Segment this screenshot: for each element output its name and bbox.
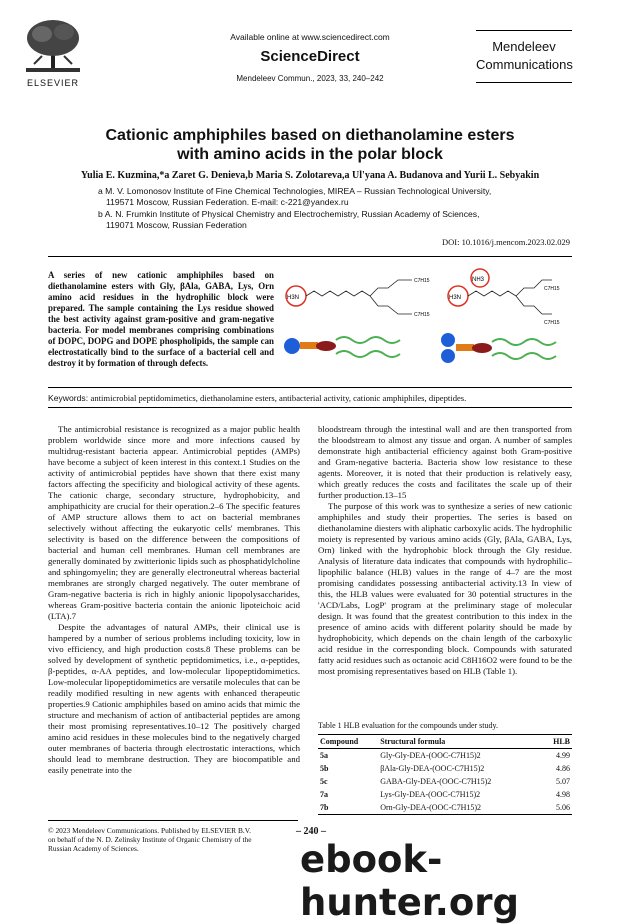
body-left-column [48,424,300,776]
copyright-line: on behalf of the N. D. Zelinsky Institute of Organic Chemistry of the [48,835,252,844]
graphical-abstract-text: A series of new cationic amphiphiles based on diethanolamine esters with Gly, βAla, GABA, Lys, Orn amino acid residues in the hydrophilic block were prepared. The sample containing the Lys residue showed the best activity against gram-positive and gram-negative bacteria. For model membranes comprising combinations of DOPC, DOPG and DOPE phospholipids, the sample can electrostatically bind to the surface of a bacterial cell and destroy it by formation of through defects. [48,270,274,368]
title-line-2: with amino acids in the polar block [177,146,443,163]
table-cell: 7a [320,790,328,799]
table-row [318,801,572,815]
table-cell: 5.06 [556,803,570,812]
molecule-left [284,278,430,357]
chain-label-right-1: C7H15 [544,286,560,292]
molecule-right [441,269,560,363]
table-cell: 4.99 [556,751,570,760]
keywords-text: antimicrobial peptidomimetics, diethanolamine esters, antibacterial activity, cationic amphiphiles, dipeptides. [90,393,467,403]
chain-label-right-2: C7H15 [544,320,560,326]
table-cell: GABA-Gly-DEA-(OOC-C7H15)2 [380,777,492,786]
elsevier-logo-text: ELSEVIER [26,78,80,88]
table-header-cell: Compound [320,737,359,746]
table-cell: 4.86 [556,764,570,773]
h3n-label-right: H3N [449,295,462,301]
keywords-line [48,393,572,403]
affiliation-b-line2: 119071 Moscow, Russian Federation [106,220,247,230]
table-cell: 5a [320,751,328,760]
table-cell: 5.07 [556,777,570,786]
body-paragraph: bloodstream through the intestinal wall and are then transported from the bloodstream to almost any tissue and organ. A number of samples demonstrate high antibacterial efficiency against both Gram-positive and Gram-negative bacteria. Bacteria show low resistance to these agents. Moreover, it is noted that their production is relatively easy, which greatly reduces the costs and facilitates the scale up of their further production.13–15 [318,424,572,500]
table-cell: Lys-Gly-DEA-(OOC-C7H15)2 [380,790,481,799]
table-header-cell: HLB [553,737,570,746]
table-row [318,788,572,801]
title-line-1: Cationic amphiphiles based on diethanolamine esters [105,127,515,144]
author-list: Yulia E. Kuzmina,*a Zaret G. Denieva,b Maria S. Zolotareva,a Ul'yana A. Budanova and Yurii L. Sebyakin [80,170,540,181]
journal-citation: Mendeleev Commun., 2023, 33, 240–242 [236,74,384,83]
footer-rule [48,820,298,821]
affiliation-a-line1: a M. V. Lomonosov Institute of Fine Chemical Technologies, MIREA – Russian Technological University, [98,186,492,196]
table-cell: 4.98 [556,790,570,799]
graphical-abstract-figure [278,268,574,384]
hlb-table [318,734,572,815]
table-cell: 7b [320,803,329,812]
keywords-label: Keywords: [48,393,89,403]
body-paragraph: Despite the advantages of natural AMPs, their clinical use is hampered by a number of serious problems including toxicity, low in vivo efficiency, and high production costs.8 These problems can be solved by development of synthetic peptidomimetics, i.e., α-peptides, β-peptides, α-AA peptides, and low-molecular lipopeptidomimetics. Low-molecular lipopeptidomimetics are versatile molecules that can be readily modified resulting in new agents with enhanced therapeutic properties.9 Cationic amphiphiles based on amino acids that mimic the structure and mechanism of action of antibacterial peptides are among their most promising representatives.10–12 The positively charged amino acid residues in these molecules bind to the negatively charged outer membranes of bacteria through electrostatic interactions, which should lead to membrane destruction. They are biocompatible and easily penetrate into the [48,622,300,775]
table-cell: 5c [320,777,328,786]
journal-name-line1: Mendeleev [492,39,556,54]
article-title [40,126,580,164]
table-header-row [318,735,572,749]
table-header-cell: Structural formula [380,737,446,746]
journal-name [476,38,572,74]
affiliation-b-line1: b A. N. Frumkin Institute of Physical Chemistry and Electrochemistry, Russian Academy of Sciences, [98,209,480,219]
table-row [318,762,572,775]
body-paragraph: The purpose of this work was to synthesize a series of new cationic amphiphiles and study their properties. The series is based on diethanolamine diesters with aliphatic carboxylic acids. The hydrophilic moiety is represented by various amino acids (Gly, βAla, GABA, Lys, Orn) linked with the hydrophobic block through the Gly residue. Analysis of literature data indicates that compounds with hydrophilic–lipophilic balance (HLB) values in the range of 4–7 are the most promising candidates possessing antibacterial activity.13 In view of this, the HLB values were evaluated for 30 potential structures in the 'ACD/Labs, LogP' program at the preliminary stage of molecular design. It was found that the greatest contribution to this index in the presence of amino acids with different polarity should be made by hydrophobicity, which depends on the chain length of the carboxylic acid residue in the corresponding block. Compounds with saturated fatty acid residues such as octanoic acid C8H16O2 were found to be the most promising representatives based on HLB (Table 1). [318,501,572,676]
watermark-text: ebook-hunter.org [300,838,519,924]
table-cell: 5b [320,764,329,773]
doi-link[interactable]: DOI: 10.1016/j.mencom.2023.02.029 [442,237,570,247]
chain-label-left-2: C7H15 [414,312,430,318]
chain-label-left-1: C7H15 [414,278,430,284]
table-caption: Table 1 HLB evaluation for the compounds under study. [318,721,498,730]
table-cell: Gly-Gly-DEA-(OOC-C7H15)2 [380,751,481,760]
page-number: – 240 – [296,826,326,837]
journal-box-rule-bottom [476,82,572,83]
copyright-line: © 2023 Mendeleev Communications. Published by ELSEVIER B.V. [48,826,251,835]
table-row [318,749,572,763]
abstract-top-rule [48,256,572,257]
copyright-line: Russian Academy of Sciences. [48,844,139,853]
nh3-label: NH3 [472,277,485,283]
body-right-column [318,424,572,677]
sciencedirect-brand[interactable]: ScienceDirect [260,48,360,65]
table-row [318,775,572,788]
affiliation-a-line2: 119571 Moscow, Russian Federation. E-mail: c-221@yandex.ru [106,197,349,207]
journal-box-rule-top [476,30,572,31]
table-cell: Orn-Gly-DEA-(OOC-C7H15)2 [380,803,482,812]
abstract-bottom-rule [48,387,572,388]
body-paragraph: The antimicrobial resistance is recognized as a major public health problem worldwide since more and more infections caused by multidrug-resistant bacteria appear. Antimicrobial peptides (AMPs) have become a subject of keen interest in this context.1 Studies on the activity of antimicrobial peptides have shown that there exist many factors affecting the specificity and biological activity of these agents. The cationic charge, secondary structure, hydrophobicity, and amphipathicity are crucial for their operation.2–6 The specific features of AMP structure allows them to act on bacterial membranes selectively without affecting the eukaryotic cells' membranes. This selectivity is based on the difference between the compositions of bacterial and human cell membranes. Human cell membranes are generally dominated by zwitterionic lipids such as phosphatidylcholine and sphingomyelin; they are generally electroneutral whereas bacterial membranes are strongly charged negatively. The outer membrane of Gram-negative bacteria is rich in highly anionic lipopolysaccharides, whereas Gram-positive bacteria contain the anionic lipoteichoic acid (LTA).7 [48,424,300,621]
table-cell: βAla-Gly-DEA-(OOC-C7H15)2 [380,764,485,773]
available-online-text[interactable]: Available online at www.sciencedirect.com [230,32,390,42]
h3n-label-left: H3N [287,295,300,301]
journal-name-line2: Communications [476,57,573,72]
keywords-bottom-rule [48,407,572,408]
